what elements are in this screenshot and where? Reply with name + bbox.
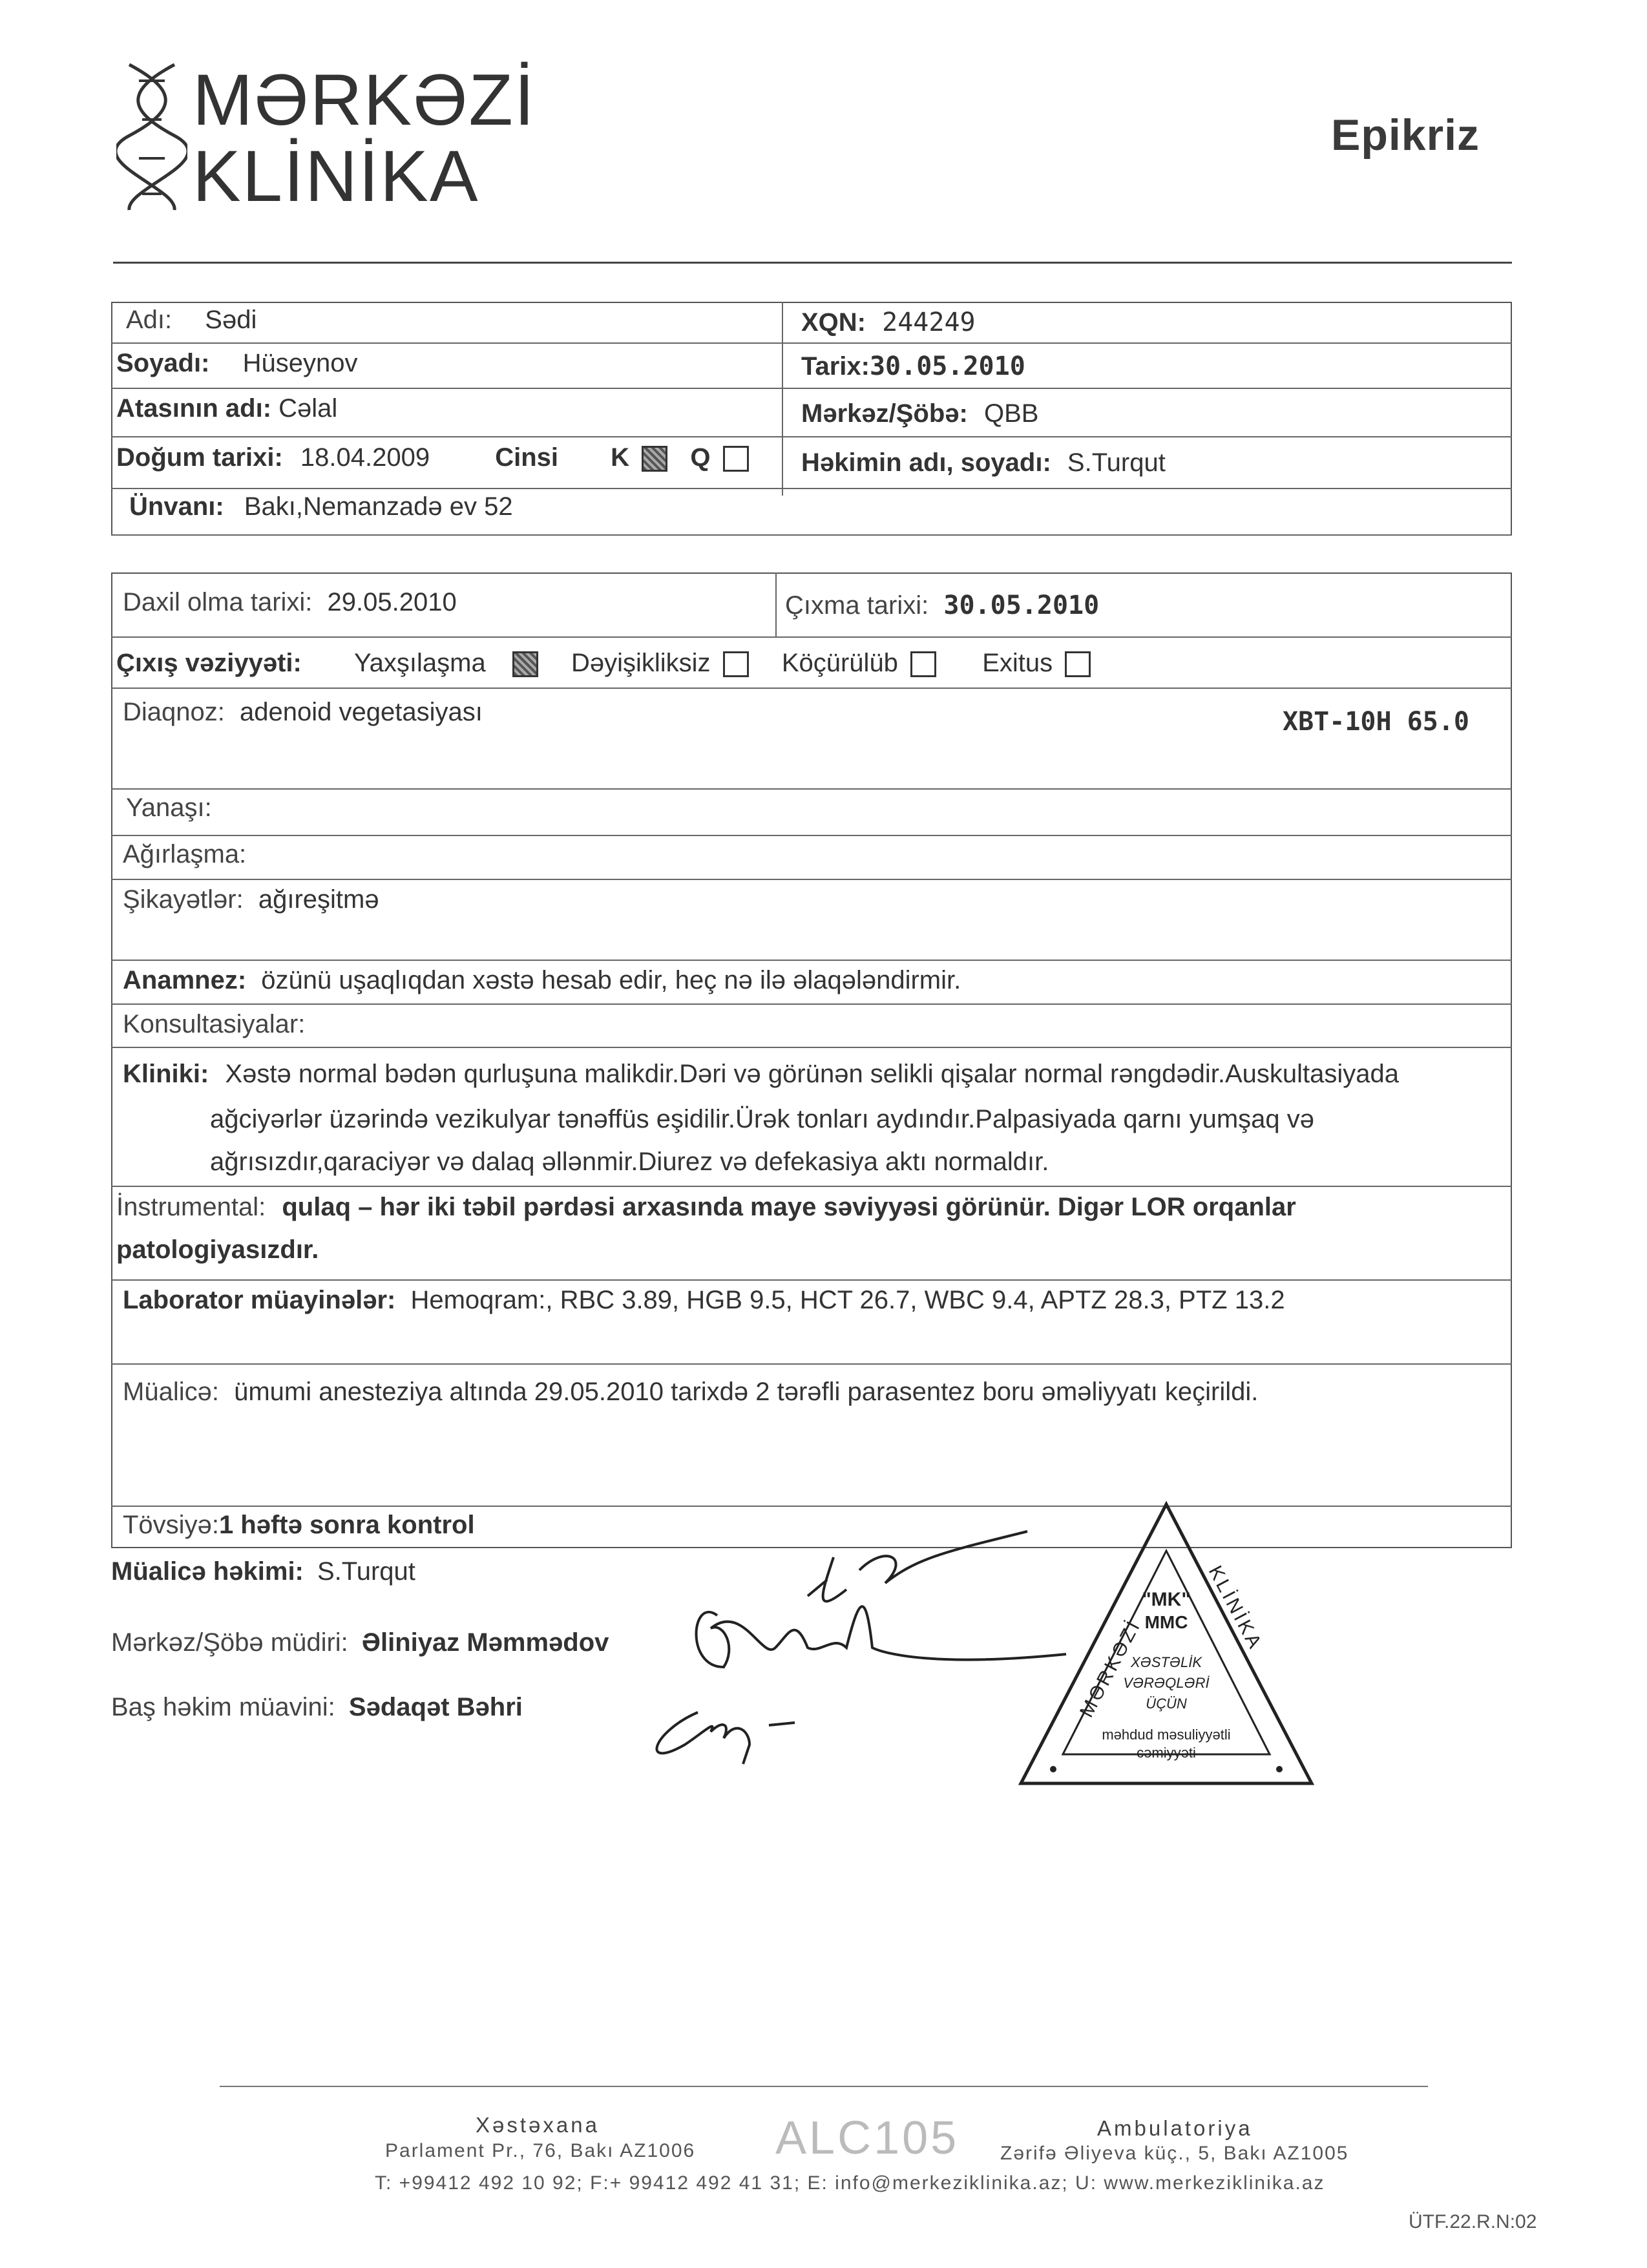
row-divider	[111, 1279, 1512, 1281]
dept-value: QBB	[983, 399, 1039, 428]
clinic-line-1: Xəstə normal bədən qurluşuna malikdir.Dəri və görünən selikli qişalar normal rəngdədir.Auskultasiyada	[225, 1060, 1399, 1088]
status-exitus-label: Exitus	[982, 649, 1053, 677]
admit-label: Daxil olma tarixi:	[123, 588, 313, 616]
date-value: 30.05.2010	[869, 352, 1025, 381]
address-value: Bakı,Nemanzadə ev 52	[244, 492, 513, 521]
discharge-row	[785, 591, 1099, 620]
complaints-row	[123, 885, 379, 914]
hospital-title: Xəstəxana	[476, 2113, 600, 2137]
dept-label: Mərkəz/Şöbə:	[801, 399, 968, 428]
date-label: Tarix:	[801, 352, 870, 381]
lab-label: Laborator müayinələr:	[123, 1286, 396, 1314]
row-divider	[111, 960, 1512, 961]
logo-line-1: MƏRKƏZİ	[193, 59, 536, 140]
complaints-value: ağıreşitmə	[258, 885, 379, 914]
row-divider	[111, 488, 1512, 489]
row-divider	[111, 688, 1512, 689]
row-divider	[111, 1186, 1512, 1187]
treatment-value: ümumi anesteziya altında 29.05.2010 tarixdə 2 tərəfli parasentez boru əməliyyatı keçirildi.	[234, 1378, 1259, 1406]
center-mark: ALC105	[775, 2112, 960, 2164]
discharge-value: 30.05.2010	[943, 591, 1100, 620]
status-unchanged-checkbox[interactable]	[723, 651, 749, 677]
consult-row	[123, 1010, 305, 1039]
concomitant-label: Yanaşı:	[126, 793, 212, 822]
form-code: ÜTF.22.R.N:02	[1409, 2211, 1537, 2232]
dna-helix-icon	[116, 61, 187, 213]
name-value: Sədi	[205, 306, 257, 334]
instrumental-line-1: qulaq – hər iki təbil pərdəsi arxasında maye səviyyəsi görünür. Digər LOR orqanlar	[282, 1193, 1296, 1221]
handwritten-signatures	[614, 1518, 1079, 1777]
dob-label: Doğum tarixi:	[116, 443, 283, 472]
stamp-mmc: MMC	[1144, 1612, 1188, 1632]
row-divider	[111, 879, 1512, 880]
status-exitus-checkbox[interactable]	[1065, 651, 1091, 677]
status-option-unchanged	[571, 649, 756, 677]
patient-address-row	[129, 492, 513, 521]
department-head-label: Mərkəz/Şöbə müdiri:	[111, 1628, 348, 1657]
department-head-row	[111, 1628, 609, 1657]
status-improved-label: Yaxşılaşma	[353, 649, 486, 677]
row-divider	[111, 388, 1512, 389]
xqn-value: 244249	[882, 308, 976, 337]
row-divider	[111, 1363, 1512, 1365]
admit-row	[123, 588, 457, 617]
concomitant-row	[126, 793, 212, 823]
status-transferred-checkbox[interactable]	[910, 651, 936, 677]
document-title: Epikriz	[1331, 110, 1480, 160]
row-divider	[111, 1003, 1512, 1005]
stamp-mk: "MK"	[1142, 1589, 1191, 1610]
instrumental-row-1	[116, 1193, 1296, 1222]
logo-line-2: KLİNİKA	[193, 136, 479, 216]
status-option-exitus	[982, 649, 1091, 677]
stamp-mid-1: XƏSTƏLİK	[1130, 1654, 1202, 1670]
stamp-right-edge: KLİNİKA	[1204, 1562, 1267, 1654]
ambulatory-title: Ambulatoriya	[1097, 2116, 1253, 2140]
treatment-label: Müalicə:	[123, 1378, 219, 1406]
ambulatory-address: Zərifə Əliyeva küç., 5, Bakı AZ1005	[1000, 2143, 1349, 2164]
clinic-row-1	[123, 1060, 1399, 1089]
xqn-label: XQN:	[801, 308, 866, 337]
treatment-row	[123, 1378, 1258, 1407]
clinic-stamp	[1014, 1499, 1318, 1790]
status-label: Çıxış vəziyyəti:	[116, 649, 302, 677]
status-transferred-label: Köçürülüb	[781, 649, 898, 677]
diagnosis-row	[123, 698, 483, 727]
name-label: Adı:	[126, 306, 173, 334]
surname-label: Soyadı:	[116, 349, 210, 377]
patient-table-divider	[782, 302, 783, 496]
status-option-improved	[354, 649, 545, 677]
stamp-bottom-2: cəmiyyəti	[1137, 1745, 1196, 1761]
clinic-logo	[116, 59, 536, 216]
surname-value: Hüseynov	[242, 349, 358, 377]
anamnesis-label: Anamnez:	[123, 966, 247, 994]
complication-label: Ağırlaşma:	[123, 840, 247, 868]
lab-value: Hemoqram:, RBC 3.89, HGB 9.5, HCT 26.7, WBC 9.4, APTZ 28.3, PTZ 13.2	[410, 1286, 1285, 1314]
anamnesis-row	[123, 966, 961, 995]
deputy-chief-value: Sədaqət Bəhri	[348, 1693, 523, 1721]
discharge-label: Çıxma tarixi:	[785, 591, 929, 620]
stamp-mid-3: ÜÇÜN	[1146, 1696, 1187, 1712]
instrumental-line-2: patologiyasızdır.	[116, 1235, 319, 1264]
department-head-value: Əliniyaz Məmmədov	[361, 1628, 609, 1657]
patient-surname-row	[116, 349, 357, 378]
treating-doctor-row	[111, 1557, 415, 1586]
footer-divider	[220, 2086, 1428, 2087]
gender-label: Cinsi	[495, 443, 559, 472]
patient-name-row	[126, 306, 257, 335]
gender-q-checkbox[interactable]	[723, 446, 749, 472]
stamp-mid-2: VƏRƏQLƏRİ	[1123, 1675, 1210, 1691]
footer-contacts: T: +99412 492 10 92; F:+ 99412 492 41 31; E: info@merkeziklinika.az; U: www.merkeziklinika.az	[375, 2172, 1325, 2194]
patient-father-row	[116, 394, 337, 423]
lab-row	[123, 1286, 1285, 1315]
row-divider	[111, 788, 1512, 790]
record-doctor-row	[801, 448, 1166, 478]
diagnosis-label: Diaqnoz:	[123, 698, 225, 726]
complication-row	[123, 840, 246, 869]
father-label: Atasının adı:	[116, 394, 272, 423]
row-divider	[111, 436, 1512, 437]
dob-value: 18.04.2009	[300, 443, 430, 472]
gender-q-label: Q	[690, 443, 711, 472]
address-label: Ünvanı:	[129, 492, 224, 521]
complaints-label: Şikayətlər:	[123, 885, 244, 914]
row-divider	[111, 636, 1512, 638]
icd-code: XBT-10H 65.0	[1283, 707, 1469, 737]
patient-dob-row	[116, 443, 749, 472]
row-divider	[111, 342, 1512, 344]
header-divider	[113, 262, 1512, 264]
deputy-chief-label: Baş həkim müavini:	[111, 1693, 335, 1721]
stamp-bottom-1: məhdud məsuliyyətli	[1102, 1727, 1231, 1743]
status-row	[116, 649, 1091, 678]
recommendation-label: Tövsiyə:	[123, 1511, 219, 1539]
father-value: Cəlal	[278, 394, 338, 423]
deputy-chief-row	[111, 1693, 523, 1722]
gender-k-checkbox[interactable]	[642, 446, 667, 472]
stay-table-divider	[775, 572, 777, 637]
gender-k-label: K	[611, 443, 630, 472]
status-option-transferred	[782, 649, 943, 677]
record-dept-row	[801, 399, 1038, 428]
treating-doctor-value: S.Turqut	[317, 1557, 415, 1586]
clinic-line-3: ağrısızdır,qaraciyər və dalaq əllənmir.Diurez və defekasiya aktı normaldır.	[210, 1148, 1049, 1176]
diagnosis-value: adenoid vegetasiyası	[240, 698, 483, 726]
row-divider	[111, 1047, 1512, 1048]
clinic-line-2: ağciyərlər üzərində vezikulyar tənəffüs eşidilir.Ürək tonları aydındır.Palpasiyada qarnı yumşaq və	[210, 1105, 1315, 1133]
record-date-row	[801, 352, 1025, 381]
row-divider	[111, 835, 1512, 836]
admit-value: 29.05.2010	[327, 588, 457, 616]
treating-doctor-label: Müalicə həkimi:	[111, 1557, 304, 1586]
status-improved-checkbox[interactable]	[512, 651, 538, 677]
recommendation-value: 1 həftə sonra kontrol	[218, 1511, 475, 1539]
consult-label: Konsultasiyalar:	[123, 1010, 306, 1038]
status-unchanged-label: Dəyişikliksiz	[571, 649, 711, 677]
recommendation-row	[123, 1511, 475, 1540]
doctor-label: Həkimin adı, soyadı:	[801, 448, 1051, 477]
record-xqn-row	[801, 308, 976, 337]
anamnesis-value: özünü uşaqlıqdan xəstə hesab edir, heç nə ilə əlaqələndirmir.	[261, 966, 961, 994]
row-divider	[111, 534, 1512, 536]
instrumental-label: İnstrumental:	[116, 1193, 266, 1221]
clinic-label: Kliniki:	[123, 1060, 209, 1088]
hospital-address: Parlament Pr., 76, Bakı AZ1006	[385, 2140, 696, 2161]
doctor-value: S.Turqut	[1067, 448, 1166, 477]
stamp-left-edge: MƏRKƏZİ	[1076, 1615, 1146, 1721]
